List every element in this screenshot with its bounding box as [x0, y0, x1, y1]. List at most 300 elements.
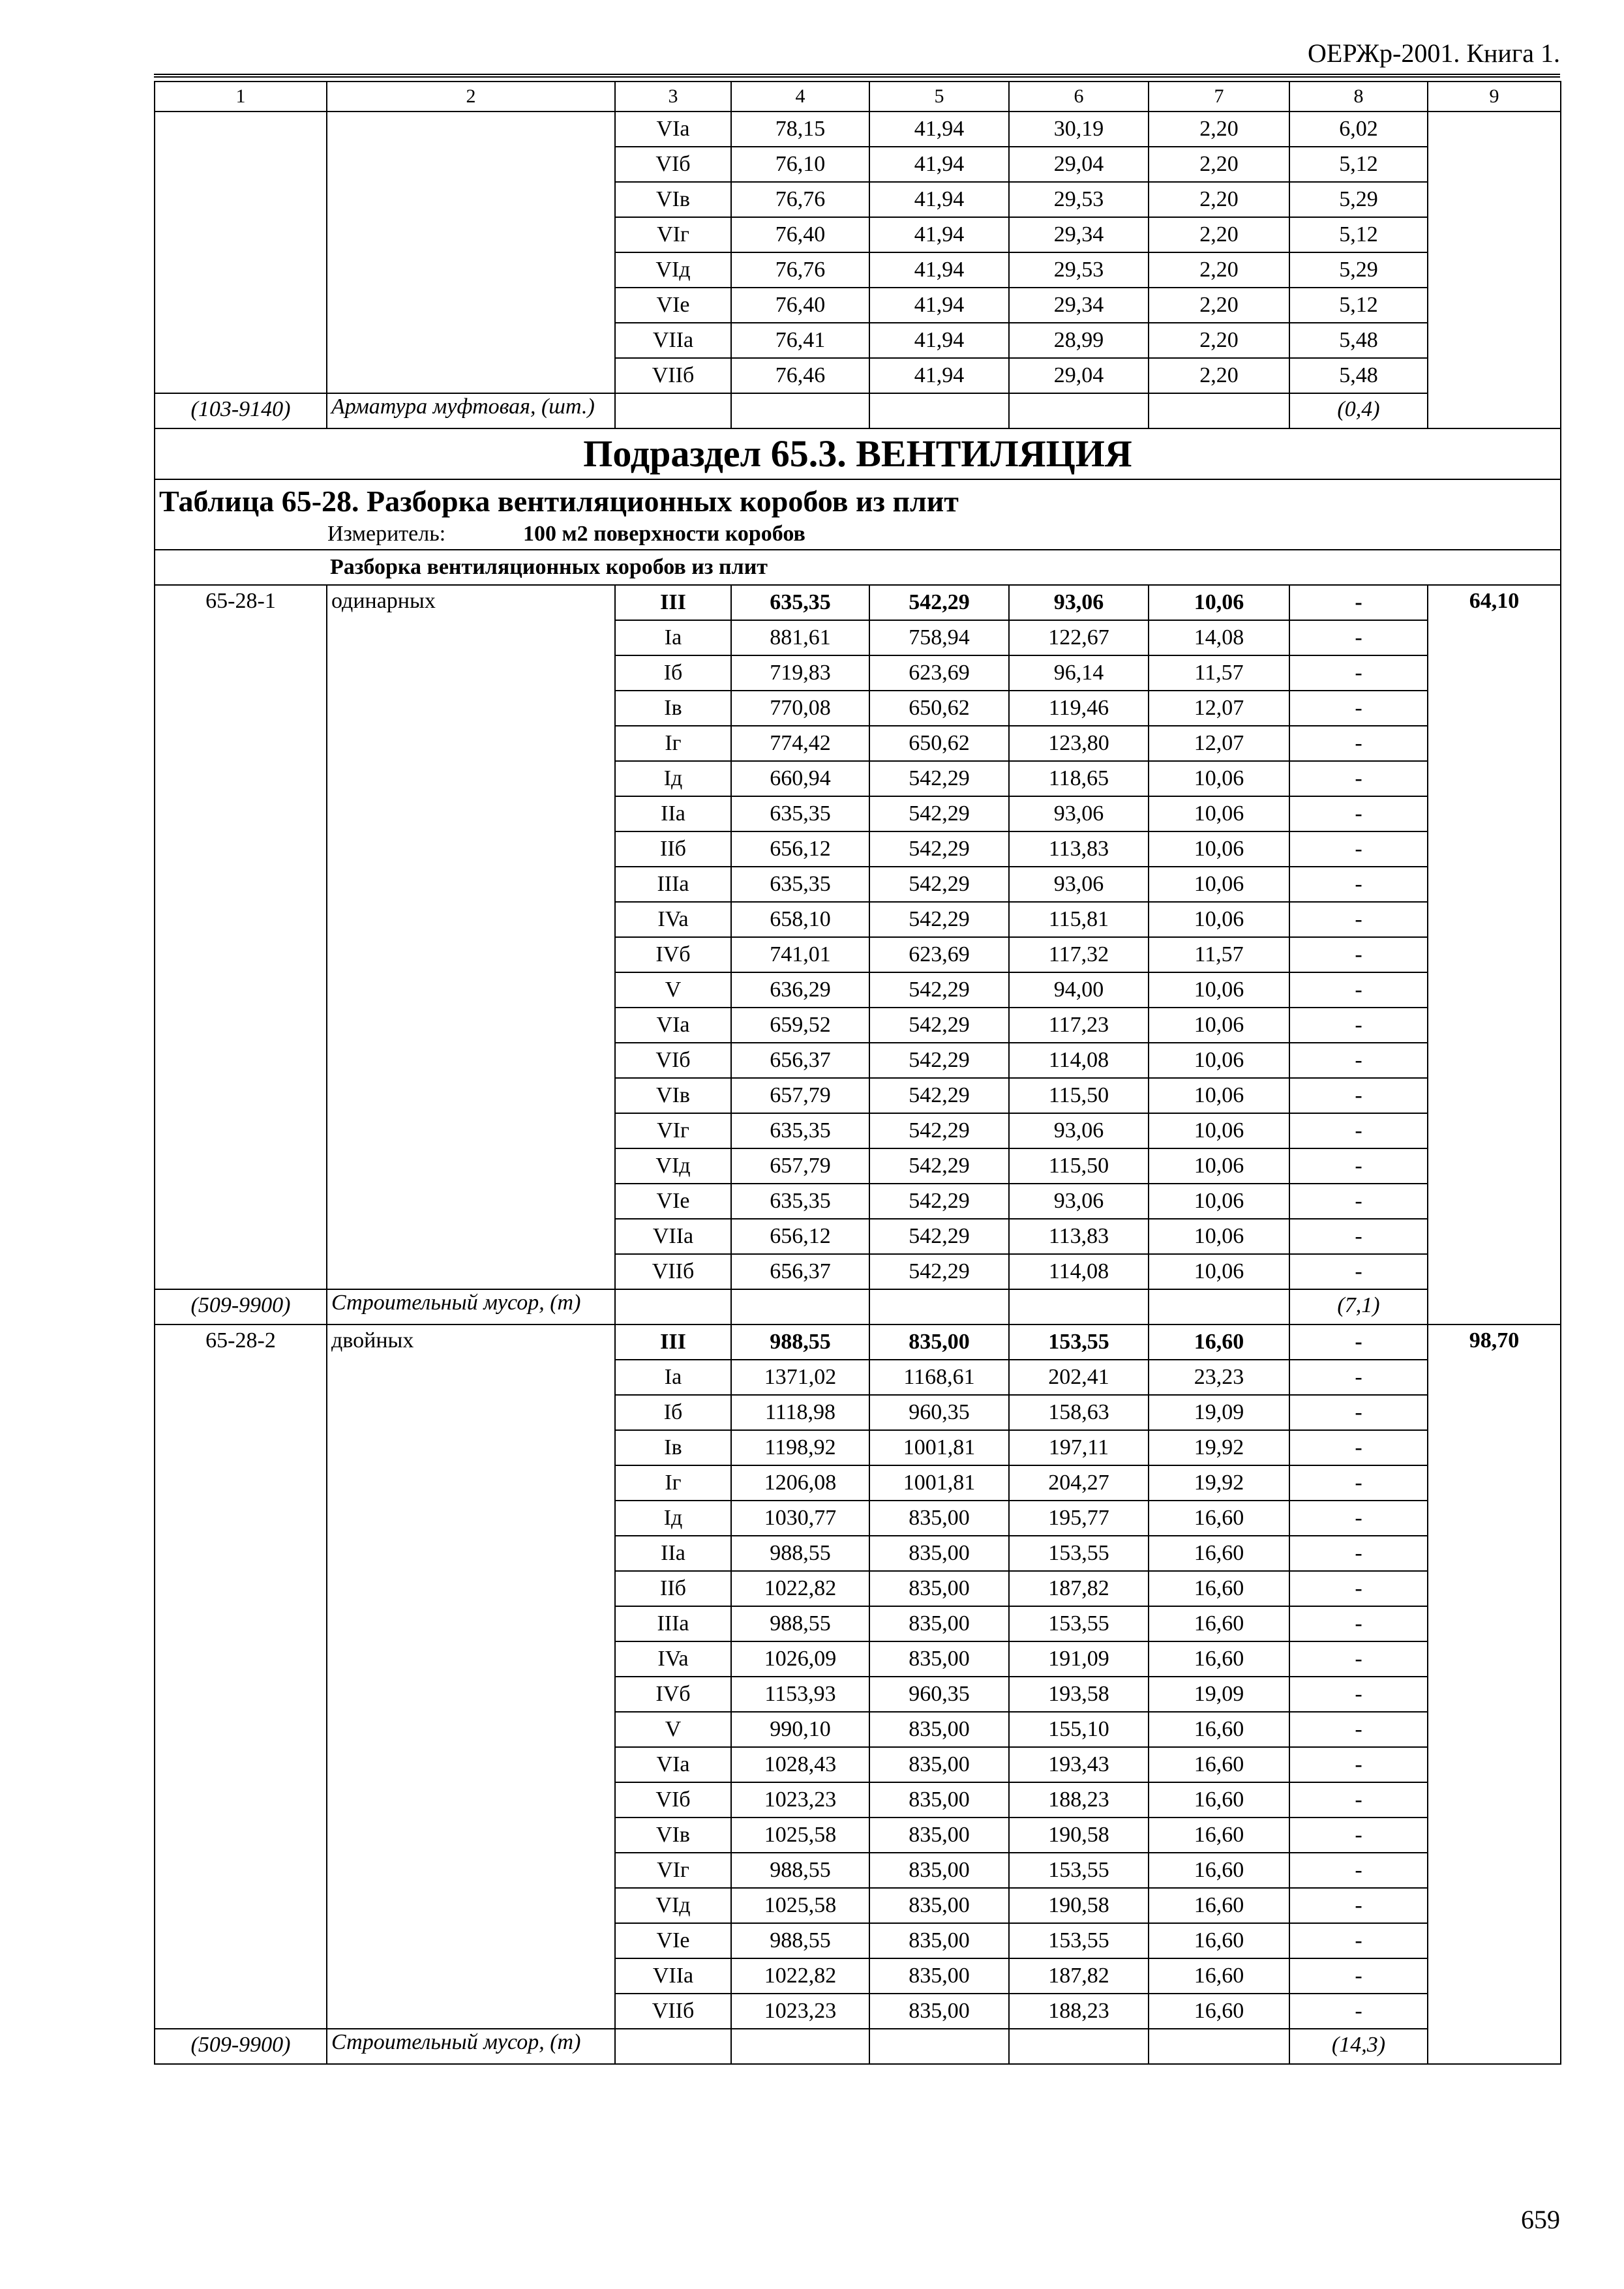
- materials-cell: -: [1289, 1923, 1428, 1958]
- empty-cell: [731, 2029, 869, 2064]
- zone-cell: IVб: [615, 937, 731, 972]
- zone-cell: Iв: [615, 691, 731, 726]
- table-title-cell: [155, 479, 1561, 550]
- machinist-wages-cell: 10,06: [1149, 831, 1289, 867]
- direct-costs-cell: 1198,92: [731, 1430, 869, 1465]
- machinist-wages-cell: 10,06: [1149, 1219, 1289, 1254]
- zone-cell: VIIa: [615, 1958, 731, 1994]
- machinist-wages-cell: 23,23: [1149, 1360, 1289, 1395]
- resource-name: Арматура муфтовая, (шт.): [327, 393, 615, 428]
- direct-costs-cell: 741,01: [731, 937, 869, 972]
- machinist-wages-cell: 2,20: [1149, 217, 1289, 252]
- materials-cell: -: [1289, 1078, 1428, 1113]
- resource-qty: (7,1): [1289, 1289, 1428, 1324]
- direct-costs-cell: 76,76: [731, 252, 869, 288]
- machinist-wages-cell: 10,06: [1149, 585, 1289, 620]
- empty-cell: [869, 393, 1009, 428]
- resource-row: [155, 1289, 1561, 1324]
- labor-cell: 64,10: [1428, 585, 1561, 1324]
- wages-cell: 542,29: [869, 1184, 1009, 1219]
- column-number: 3: [615, 82, 731, 112]
- labor-cell: [1428, 112, 1561, 428]
- zone-cell: IVa: [615, 902, 731, 937]
- wages-cell: 542,29: [869, 1113, 1009, 1148]
- zone-cell: Ia: [615, 1360, 731, 1395]
- resource-name: Строительный мусор, (т): [327, 2029, 615, 2064]
- column-number: 9: [1428, 82, 1561, 112]
- materials-cell: -: [1289, 1008, 1428, 1043]
- zone-cell: VIд: [615, 252, 731, 288]
- wages-cell: 623,69: [869, 655, 1009, 691]
- machinist-wages-cell: 2,20: [1149, 112, 1289, 147]
- group-title: Разборка вентиляционных коробов из плит: [155, 550, 1561, 585]
- materials-cell: -: [1289, 1501, 1428, 1536]
- zone-cell: VIд: [615, 1888, 731, 1923]
- rates-table: [154, 81, 1561, 2065]
- code-cell: [155, 112, 327, 393]
- item-code: 65-28-1: [155, 585, 327, 1289]
- resource-code: (509-9900): [155, 2029, 327, 2064]
- zone-cell: IIa: [615, 796, 731, 831]
- materials-cell: 5,29: [1289, 252, 1428, 288]
- machines-cell: 29,53: [1009, 182, 1149, 217]
- wages-cell: 835,00: [869, 1536, 1009, 1571]
- empty-cell: [615, 2029, 731, 2064]
- zone-cell: VIв: [615, 1818, 731, 1853]
- direct-costs-cell: 658,10: [731, 902, 869, 937]
- materials-cell: 5,48: [1289, 358, 1428, 393]
- machinist-wages-cell: 12,07: [1149, 691, 1289, 726]
- machines-cell: 113,83: [1009, 1219, 1149, 1254]
- table-title-row: [155, 479, 1561, 550]
- machinist-wages-cell: 10,06: [1149, 796, 1289, 831]
- machinist-wages-cell: 19,92: [1149, 1430, 1289, 1465]
- machinist-wages-cell: 10,06: [1149, 1148, 1289, 1184]
- direct-costs-cell: 774,42: [731, 726, 869, 761]
- machinist-wages-cell: 2,20: [1149, 252, 1289, 288]
- machines-cell: 29,53: [1009, 252, 1149, 288]
- materials-cell: -: [1289, 1782, 1428, 1818]
- machinist-wages-cell: 16,60: [1149, 1712, 1289, 1747]
- zone-cell: Iб: [615, 655, 731, 691]
- materials-cell: -: [1289, 1606, 1428, 1641]
- wages-cell: 623,69: [869, 937, 1009, 972]
- wages-cell: 835,00: [869, 1782, 1009, 1818]
- wages-cell: 835,00: [869, 1571, 1009, 1606]
- running-header: ОЕРЖр-2001. Книга 1.: [1308, 38, 1560, 68]
- wages-cell: 835,00: [869, 1994, 1009, 2029]
- machinist-wages-cell: 16,60: [1149, 1994, 1289, 2029]
- direct-costs-cell: 1022,82: [731, 1958, 869, 1994]
- subsection-title: Подраздел 65.3. ВЕНТИЛЯЦИЯ: [155, 428, 1561, 479]
- machines-cell: 187,82: [1009, 1571, 1149, 1606]
- zone-cell: VIIa: [615, 323, 731, 358]
- machinist-wages-cell: 2,20: [1149, 358, 1289, 393]
- direct-costs-cell: 988,55: [731, 1324, 869, 1360]
- materials-cell: -: [1289, 726, 1428, 761]
- machines-cell: 187,82: [1009, 1958, 1149, 1994]
- machines-cell: 117,32: [1009, 937, 1149, 972]
- machines-cell: 114,08: [1009, 1254, 1149, 1289]
- materials-cell: -: [1289, 620, 1428, 655]
- machines-cell: 188,23: [1009, 1782, 1149, 1818]
- zone-cell: Iв: [615, 1430, 731, 1465]
- machines-cell: 29,04: [1009, 147, 1149, 182]
- direct-costs-cell: 657,79: [731, 1148, 869, 1184]
- materials-cell: 5,12: [1289, 288, 1428, 323]
- machinist-wages-cell: 16,60: [1149, 1606, 1289, 1641]
- materials-cell: -: [1289, 1994, 1428, 2029]
- direct-costs-cell: 1025,58: [731, 1888, 869, 1923]
- machines-cell: 93,06: [1009, 1184, 1149, 1219]
- meter-line: [159, 522, 1556, 546]
- direct-costs-cell: 656,12: [731, 831, 869, 867]
- empty-cell: [1009, 2029, 1149, 2064]
- zone-cell: VIг: [615, 1113, 731, 1148]
- machinist-wages-cell: 16,60: [1149, 1536, 1289, 1571]
- zone-cell: VIг: [615, 1853, 731, 1888]
- direct-costs-cell: 988,55: [731, 1606, 869, 1641]
- direct-costs-cell: 76,41: [731, 323, 869, 358]
- wages-cell: 542,29: [869, 1043, 1009, 1078]
- wages-cell: 650,62: [869, 691, 1009, 726]
- direct-costs-cell: 1206,08: [731, 1465, 869, 1501]
- wages-cell: 41,94: [869, 182, 1009, 217]
- empty-cell: [731, 393, 869, 428]
- materials-cell: -: [1289, 1958, 1428, 1994]
- zone-cell: VIе: [615, 1184, 731, 1219]
- machines-cell: 94,00: [1009, 972, 1149, 1008]
- resource-qty: (0,4): [1289, 393, 1428, 428]
- machines-cell: 93,06: [1009, 585, 1149, 620]
- direct-costs-cell: 657,79: [731, 1078, 869, 1113]
- direct-costs-cell: 988,55: [731, 1853, 869, 1888]
- machines-cell: 93,06: [1009, 867, 1149, 902]
- table-title: Таблица 65-28. Разборка вентиляционных коробов из плит: [159, 485, 959, 518]
- resource-code: (509-9900): [155, 1289, 327, 1324]
- direct-costs-cell: 635,35: [731, 585, 869, 620]
- machines-cell: 119,46: [1009, 691, 1149, 726]
- materials-cell: -: [1289, 1712, 1428, 1747]
- wages-cell: 835,00: [869, 1853, 1009, 1888]
- materials-cell: -: [1289, 1395, 1428, 1430]
- zone-cell: VIб: [615, 1043, 731, 1078]
- materials-cell: -: [1289, 1430, 1428, 1465]
- direct-costs-cell: 1025,58: [731, 1818, 869, 1853]
- materials-cell: -: [1289, 1324, 1428, 1360]
- wages-cell: 41,94: [869, 252, 1009, 288]
- zone-cell: VIIб: [615, 1254, 731, 1289]
- direct-costs-cell: 76,40: [731, 288, 869, 323]
- wages-cell: 542,29: [869, 831, 1009, 867]
- resource-name: Строительный мусор, (т): [327, 1289, 615, 1324]
- materials-cell: -: [1289, 1853, 1428, 1888]
- materials-cell: -: [1289, 831, 1428, 867]
- zone-cell: VIб: [615, 147, 731, 182]
- direct-costs-cell: 636,29: [731, 972, 869, 1008]
- column-number: 2: [327, 82, 615, 112]
- zone-cell: VIa: [615, 1747, 731, 1782]
- empty-cell: [1149, 1289, 1289, 1324]
- wages-cell: 835,00: [869, 1958, 1009, 1994]
- machines-cell: 202,41: [1009, 1360, 1149, 1395]
- item-base-row: [155, 1324, 1561, 1360]
- zone-cell: III: [615, 585, 731, 620]
- machines-cell: 153,55: [1009, 1923, 1149, 1958]
- machines-cell: 96,14: [1009, 655, 1149, 691]
- zone-cell: VIе: [615, 1923, 731, 1958]
- item-name: одинарных: [327, 585, 615, 1289]
- zone-cell: III: [615, 1324, 731, 1360]
- machines-cell: 117,23: [1009, 1008, 1149, 1043]
- zone-cell: VIa: [615, 112, 731, 147]
- machinist-wages-cell: 16,60: [1149, 1782, 1289, 1818]
- direct-costs-cell: 1026,09: [731, 1641, 869, 1677]
- wages-cell: 835,00: [869, 1712, 1009, 1747]
- group-row: [155, 550, 1561, 585]
- zone-cell: IIa: [615, 1536, 731, 1571]
- machines-cell: 190,58: [1009, 1888, 1149, 1923]
- zone-cell: IIIa: [615, 867, 731, 902]
- zone-cell: IIб: [615, 1571, 731, 1606]
- machines-cell: 93,06: [1009, 1113, 1149, 1148]
- machinist-wages-cell: 2,20: [1149, 147, 1289, 182]
- wages-cell: 650,62: [869, 726, 1009, 761]
- resource-row: [155, 2029, 1561, 2064]
- zone-cell: VIб: [615, 1782, 731, 1818]
- wages-cell: 542,29: [869, 585, 1009, 620]
- direct-costs-cell: 635,35: [731, 1113, 869, 1148]
- direct-costs-cell: 76,10: [731, 147, 869, 182]
- machinist-wages-cell: 10,06: [1149, 902, 1289, 937]
- direct-costs-cell: 78,15: [731, 112, 869, 147]
- empty-cell: [731, 1289, 869, 1324]
- wages-cell: 758,94: [869, 620, 1009, 655]
- machinist-wages-cell: 2,20: [1149, 288, 1289, 323]
- zone-cell: VIIa: [615, 1219, 731, 1254]
- zone-cell: Ia: [615, 620, 731, 655]
- zone-cell: VIIб: [615, 1994, 731, 2029]
- materials-cell: -: [1289, 1571, 1428, 1606]
- machines-cell: 197,11: [1009, 1430, 1149, 1465]
- machinist-wages-cell: 19,09: [1149, 1395, 1289, 1430]
- machines-cell: 123,80: [1009, 726, 1149, 761]
- machinist-wages-cell: 10,06: [1149, 1254, 1289, 1289]
- zone-cell: VIд: [615, 1148, 731, 1184]
- machines-cell: 115,50: [1009, 1148, 1149, 1184]
- machines-cell: 193,58: [1009, 1677, 1149, 1712]
- empty-cell: [1009, 393, 1149, 428]
- wages-cell: 1001,81: [869, 1465, 1009, 1501]
- zone-cell: VIг: [615, 217, 731, 252]
- machinist-wages-cell: 16,60: [1149, 1324, 1289, 1360]
- materials-cell: -: [1289, 761, 1428, 796]
- zone-cell: VIa: [615, 1008, 731, 1043]
- zone-cell: VIIб: [615, 358, 731, 393]
- materials-cell: -: [1289, 937, 1428, 972]
- direct-costs-cell: 660,94: [731, 761, 869, 796]
- machines-cell: 191,09: [1009, 1641, 1149, 1677]
- machines-cell: 93,06: [1009, 796, 1149, 831]
- column-number-row: [155, 82, 1561, 112]
- wages-cell: 41,94: [869, 147, 1009, 182]
- materials-cell: -: [1289, 1219, 1428, 1254]
- wages-cell: 542,29: [869, 796, 1009, 831]
- subsection-row: [155, 428, 1561, 479]
- direct-costs-cell: 1118,98: [731, 1395, 869, 1430]
- machines-cell: 115,81: [1009, 902, 1149, 937]
- empty-cell: [615, 393, 731, 428]
- materials-cell: 5,12: [1289, 147, 1428, 182]
- wages-cell: 835,00: [869, 1888, 1009, 1923]
- machinist-wages-cell: 12,07: [1149, 726, 1289, 761]
- machinist-wages-cell: 16,60: [1149, 1888, 1289, 1923]
- materials-cell: -: [1289, 1465, 1428, 1501]
- item-code: 65-28-2: [155, 1324, 327, 2029]
- wages-cell: 835,00: [869, 1606, 1009, 1641]
- direct-costs-cell: 1030,77: [731, 1501, 869, 1536]
- materials-cell: -: [1289, 1148, 1428, 1184]
- machinist-wages-cell: 10,06: [1149, 1078, 1289, 1113]
- direct-costs-cell: 1371,02: [731, 1360, 869, 1395]
- machines-cell: 190,58: [1009, 1818, 1149, 1853]
- machinist-wages-cell: 19,09: [1149, 1677, 1289, 1712]
- machinist-wages-cell: 10,06: [1149, 761, 1289, 796]
- direct-costs-cell: 659,52: [731, 1008, 869, 1043]
- materials-cell: -: [1289, 1641, 1428, 1677]
- materials-cell: -: [1289, 1536, 1428, 1571]
- wages-cell: 1001,81: [869, 1430, 1009, 1465]
- resource-qty: (14,3): [1289, 2029, 1428, 2064]
- machines-cell: 195,77: [1009, 1501, 1149, 1536]
- machinist-wages-cell: 16,60: [1149, 1958, 1289, 1994]
- wages-cell: 542,29: [869, 1008, 1009, 1043]
- column-number: 7: [1149, 82, 1289, 112]
- wages-cell: 542,29: [869, 1219, 1009, 1254]
- machinist-wages-cell: 10,06: [1149, 1113, 1289, 1148]
- zone-cell: IVб: [615, 1677, 731, 1712]
- materials-cell: -: [1289, 902, 1428, 937]
- direct-costs-cell: 635,35: [731, 796, 869, 831]
- machinist-wages-cell: 14,08: [1149, 620, 1289, 655]
- wages-cell: 1168,61: [869, 1360, 1009, 1395]
- zone-cell: VIв: [615, 1078, 731, 1113]
- machines-cell: 204,27: [1009, 1465, 1149, 1501]
- machinist-wages-cell: 11,57: [1149, 655, 1289, 691]
- direct-costs-cell: 635,35: [731, 867, 869, 902]
- empty-cell: [1149, 2029, 1289, 2064]
- materials-cell: -: [1289, 1254, 1428, 1289]
- direct-costs-cell: 770,08: [731, 691, 869, 726]
- machinist-wages-cell: 16,60: [1149, 1853, 1289, 1888]
- materials-cell: -: [1289, 1184, 1428, 1219]
- direct-costs-cell: 1023,23: [731, 1782, 869, 1818]
- direct-costs-cell: 1028,43: [731, 1747, 869, 1782]
- direct-costs-cell: 1023,23: [731, 1994, 869, 2029]
- materials-cell: 5,48: [1289, 323, 1428, 358]
- direct-costs-cell: 656,37: [731, 1043, 869, 1078]
- empty-cell: [869, 1289, 1009, 1324]
- direct-costs-cell: 76,46: [731, 358, 869, 393]
- machinist-wages-cell: 16,60: [1149, 1747, 1289, 1782]
- machines-cell: 153,55: [1009, 1606, 1149, 1641]
- zone-cell: Iг: [615, 726, 731, 761]
- zone-cell: V: [615, 1712, 731, 1747]
- machines-cell: 114,08: [1009, 1043, 1149, 1078]
- wages-cell: 41,94: [869, 217, 1009, 252]
- machines-cell: 153,55: [1009, 1853, 1149, 1888]
- machines-cell: 115,50: [1009, 1078, 1149, 1113]
- header-rule: [154, 74, 1560, 78]
- machinist-wages-cell: 16,60: [1149, 1818, 1289, 1853]
- wages-cell: 542,29: [869, 1078, 1009, 1113]
- machinist-wages-cell: 16,60: [1149, 1923, 1289, 1958]
- direct-costs-cell: 656,37: [731, 1254, 869, 1289]
- table-row: [155, 112, 1561, 147]
- wages-cell: 835,00: [869, 1923, 1009, 1958]
- zone-cell: VIв: [615, 182, 731, 217]
- wages-cell: 542,29: [869, 972, 1009, 1008]
- materials-cell: -: [1289, 691, 1428, 726]
- wages-cell: 960,35: [869, 1395, 1009, 1430]
- zone-cell: Iб: [615, 1395, 731, 1430]
- machines-cell: 29,04: [1009, 358, 1149, 393]
- machines-cell: 158,63: [1009, 1395, 1149, 1430]
- wages-cell: 41,94: [869, 112, 1009, 147]
- direct-costs-cell: 76,76: [731, 182, 869, 217]
- materials-cell: -: [1289, 1113, 1428, 1148]
- zone-cell: Iг: [615, 1465, 731, 1501]
- materials-cell: -: [1289, 1043, 1428, 1078]
- wages-cell: 41,94: [869, 358, 1009, 393]
- machines-cell: 153,55: [1009, 1324, 1149, 1360]
- direct-costs-cell: 635,35: [731, 1184, 869, 1219]
- wages-cell: 41,94: [869, 288, 1009, 323]
- direct-costs-cell: 1153,93: [731, 1677, 869, 1712]
- page-number: 659: [1521, 2205, 1560, 2234]
- machinist-wages-cell: 10,06: [1149, 1184, 1289, 1219]
- wages-cell: 542,29: [869, 1148, 1009, 1184]
- materials-cell: -: [1289, 655, 1428, 691]
- materials-cell: -: [1289, 972, 1428, 1008]
- wages-cell: 835,00: [869, 1501, 1009, 1536]
- materials-cell: -: [1289, 796, 1428, 831]
- materials-cell: -: [1289, 1888, 1428, 1923]
- wages-cell: 542,29: [869, 867, 1009, 902]
- zone-cell: Iд: [615, 1501, 731, 1536]
- machines-cell: 28,99: [1009, 323, 1149, 358]
- item-base-row: [155, 585, 1561, 620]
- wages-cell: 542,29: [869, 1254, 1009, 1289]
- materials-cell: 6,02: [1289, 112, 1428, 147]
- column-number: 1: [155, 82, 327, 112]
- direct-costs-cell: 719,83: [731, 655, 869, 691]
- zone-cell: Iд: [615, 761, 731, 796]
- machines-cell: 155,10: [1009, 1712, 1149, 1747]
- column-number: 5: [869, 82, 1009, 112]
- wages-cell: 542,29: [869, 761, 1009, 796]
- machinist-wages-cell: 16,60: [1149, 1501, 1289, 1536]
- materials-cell: -: [1289, 1677, 1428, 1712]
- direct-costs-cell: 988,55: [731, 1923, 869, 1958]
- labor-cell: 98,70: [1428, 1324, 1561, 2064]
- materials-cell: 5,12: [1289, 217, 1428, 252]
- item-name: двойных: [327, 1324, 615, 2029]
- direct-costs-cell: 988,55: [731, 1536, 869, 1571]
- zone-cell: IIб: [615, 831, 731, 867]
- wages-cell: 835,00: [869, 1747, 1009, 1782]
- machinist-wages-cell: 10,06: [1149, 1008, 1289, 1043]
